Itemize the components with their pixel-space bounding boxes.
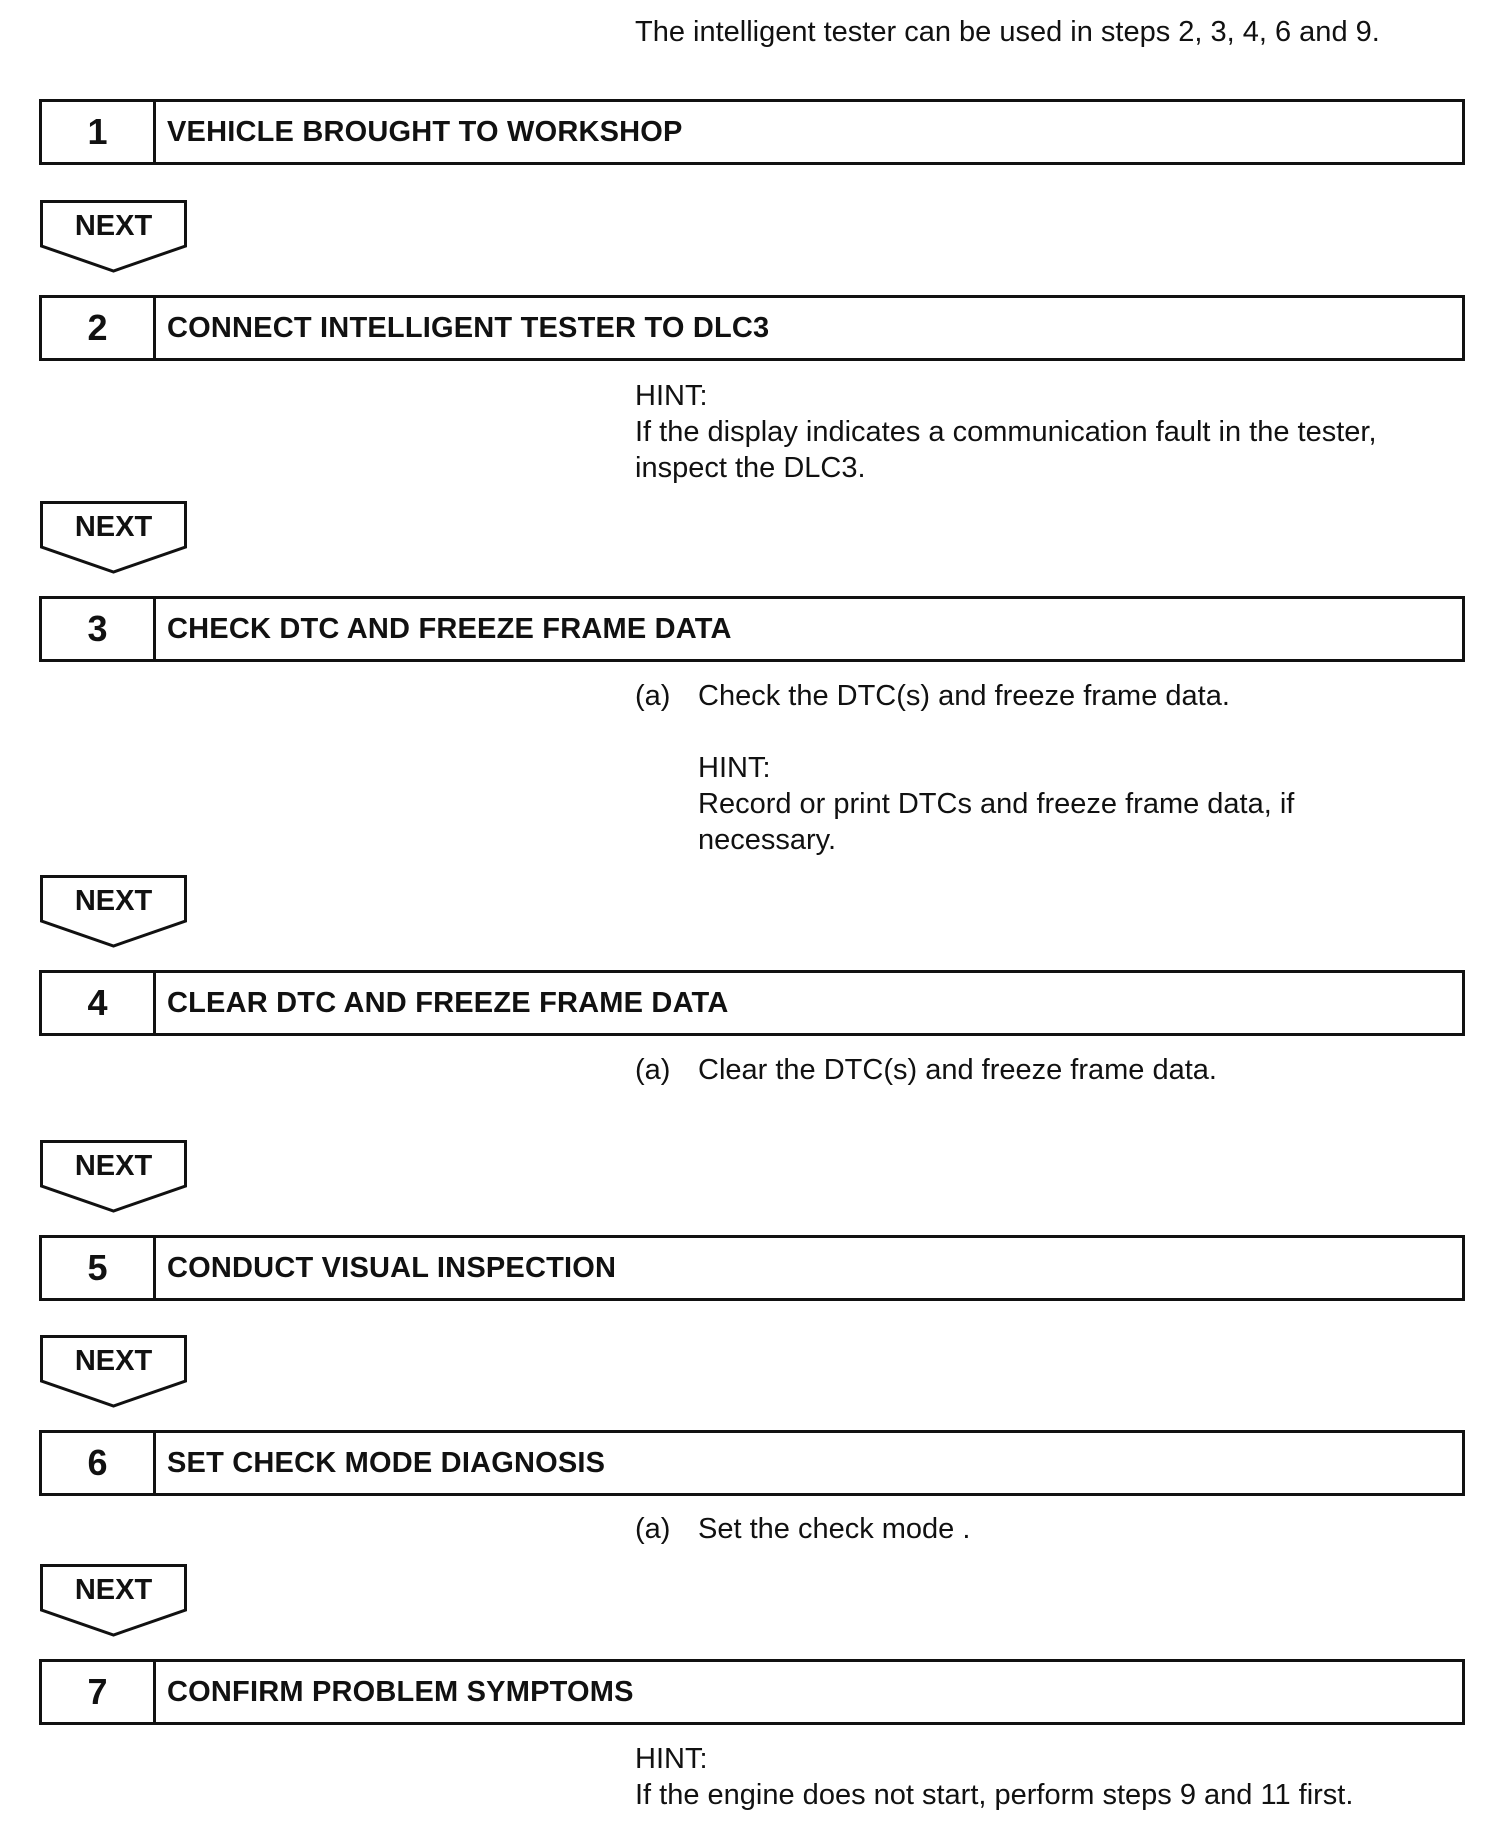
instruction-item (635, 1052, 1217, 1088)
hint-label: HINT: (698, 752, 771, 784)
next-label: NEXT (74, 1150, 153, 1182)
step-number: 7 (42, 1662, 156, 1722)
next-arrow-4 (40, 1140, 187, 1214)
next-label: NEXT (74, 1345, 153, 1377)
step-4-instructions (635, 1052, 1217, 1088)
next-arrow-3 (40, 875, 187, 949)
step-5-header (39, 1235, 1465, 1301)
step-4-header (39, 970, 1465, 1036)
hint-line: If the engine does not start, perform steps 9 and 11 first. (635, 1779, 1354, 1811)
next-arrow-6 (40, 1564, 187, 1638)
item-label: (a) (635, 1054, 671, 1086)
step-2-header (39, 295, 1465, 361)
item-text: Set the check mode . (698, 1513, 971, 1545)
next-label: NEXT (74, 511, 153, 543)
step-1-header (39, 99, 1465, 165)
step-7-header (39, 1659, 1465, 1725)
step-number: 6 (42, 1433, 156, 1493)
intro-note: The intelligent tester can be used in steps 2, 3, 4, 6 and 9. (635, 16, 1380, 48)
next-label: NEXT (74, 210, 153, 242)
step-title: CHECK DTC AND FREEZE FRAME DATA (167, 612, 732, 645)
step-number: 5 (42, 1238, 156, 1298)
next-arrow-2 (40, 501, 187, 575)
next-arrow-5 (40, 1335, 187, 1409)
step-number: 2 (42, 298, 156, 358)
step-6-instructions (635, 1511, 970, 1547)
item-text: Clear the DTC(s) and freeze frame data. (698, 1054, 1217, 1086)
item-text: Check the DTC(s) and freeze frame data. (698, 680, 1230, 712)
hint-label: HINT: (635, 1743, 708, 1775)
hint-line: If the display indicates a communication fault in the tester, (635, 416, 1377, 448)
step-title: VEHICLE BROUGHT TO WORKSHOP (167, 115, 683, 148)
step-title: CONDUCT VISUAL INSPECTION (167, 1251, 617, 1284)
hint-label: HINT: (635, 380, 708, 412)
step-7-hint (635, 1741, 1353, 1813)
step-3-hint (698, 750, 1294, 858)
step-number: 3 (42, 599, 156, 659)
instruction-item (635, 1511, 970, 1547)
step-2-hint (635, 378, 1377, 486)
step-title: SET CHECK MODE DIAGNOSIS (167, 1446, 606, 1479)
next-arrow-1 (40, 200, 187, 274)
hint-line: necessary. (698, 824, 837, 856)
step-3-instructions (635, 678, 1294, 858)
step-title: CONFIRM PROBLEM SYMPTOMS (167, 1675, 634, 1708)
item-label: (a) (635, 680, 671, 712)
step-6-header (39, 1430, 1465, 1496)
instruction-item (635, 678, 1294, 714)
next-label: NEXT (74, 1574, 153, 1606)
step-number: 1 (42, 102, 156, 162)
next-label: NEXT (74, 885, 153, 917)
hint-line: Record or print DTCs and freeze frame data, if (698, 788, 1295, 820)
step-title: CONNECT INTELLIGENT TESTER TO DLC3 (167, 311, 770, 344)
hint-line: inspect the DLC3. (635, 452, 866, 484)
step-3-header (39, 596, 1465, 662)
item-label: (a) (635, 1513, 671, 1545)
step-title: CLEAR DTC AND FREEZE FRAME DATA (167, 986, 729, 1019)
step-number: 4 (42, 973, 156, 1033)
